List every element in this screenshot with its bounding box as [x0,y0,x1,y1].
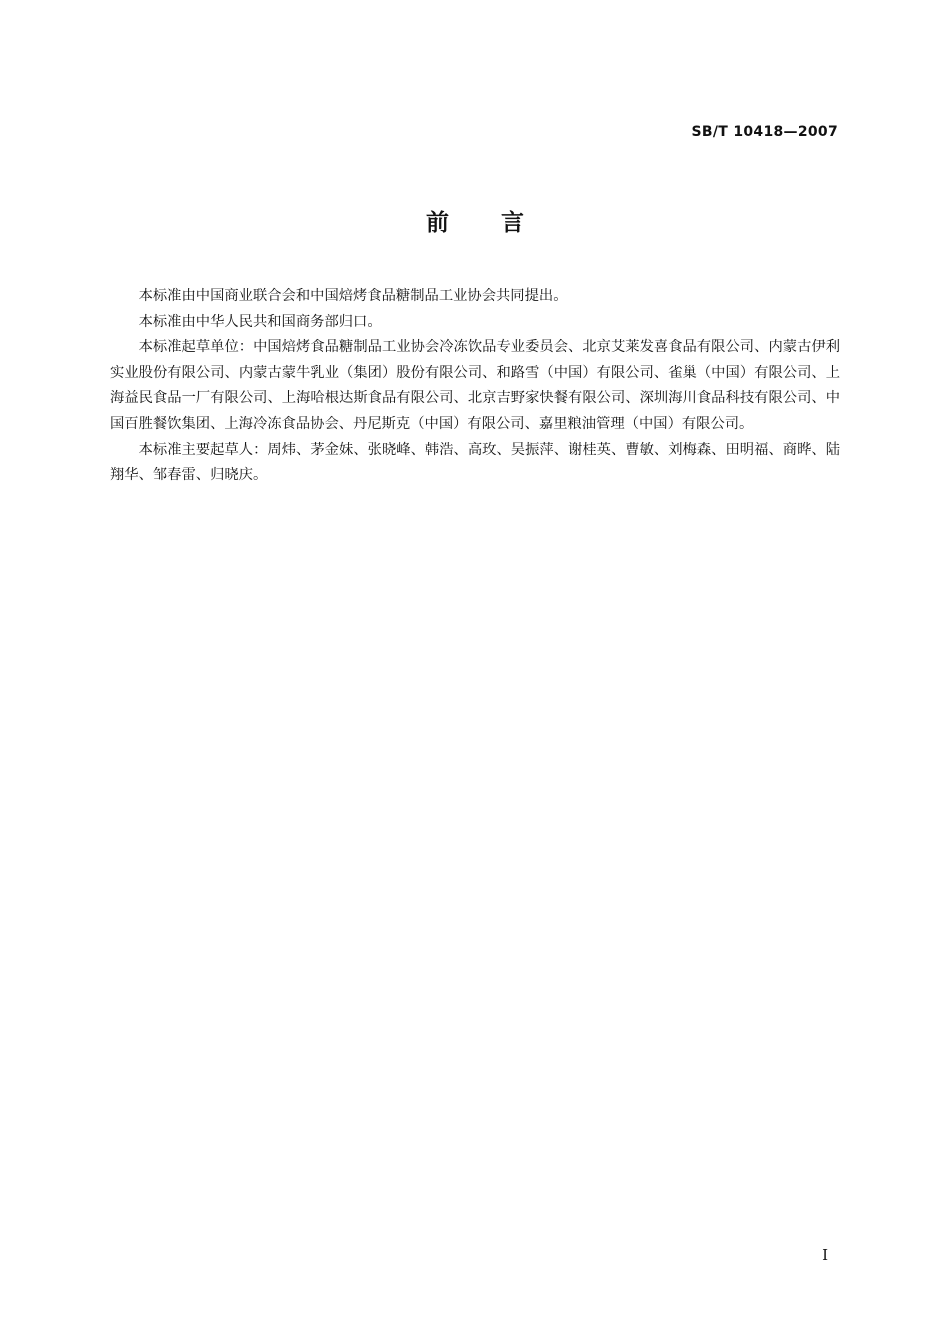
page-number: I [822,1246,828,1264]
standard-code: SB/T 10418—2007 [691,124,838,140]
paragraph-jurisdiction: 本标准由中华人民共和国商务部归口。 [138,313,382,330]
paragraph-proposer: 本标准由中国商业联合会和中国焙烤食品糖制品工业协会共同提出。 [138,288,568,304]
foreword-body [110,284,840,489]
page-title: 前言 [426,210,576,236]
paragraph-drafting-units: 本标准起草单位：中国焙烤食品糖制品工业协会冷冻饮品专业委员会、北京艾莱发喜食品有限公司、内蒙古伊利实业股份有限公司、内蒙古蒙牛乳业（集团）股份有限公司、和路雪（中国）有限公司、雀巢（中国）有限公司、上海益民食品一厂有限公司、上海哈根达斯食品有限公司、北京吉野家快餐有限公司、深圳海川食品科技有限公司、中国百胜餐饮集团、上海冷冻食品协会、丹尼斯克（中国）有限公司、嘉里粮油管理（中国）有限公司。 [110,339,840,432]
paragraph-drafters: 本标准主要起草人：周炜、茅金妹、张晓峰、韩浩、高玫、吴振萍、谢桂英、曹敏、刘梅森、田明福、商晔、陆翔华、邹春雷、归晓庆。 [110,441,840,484]
